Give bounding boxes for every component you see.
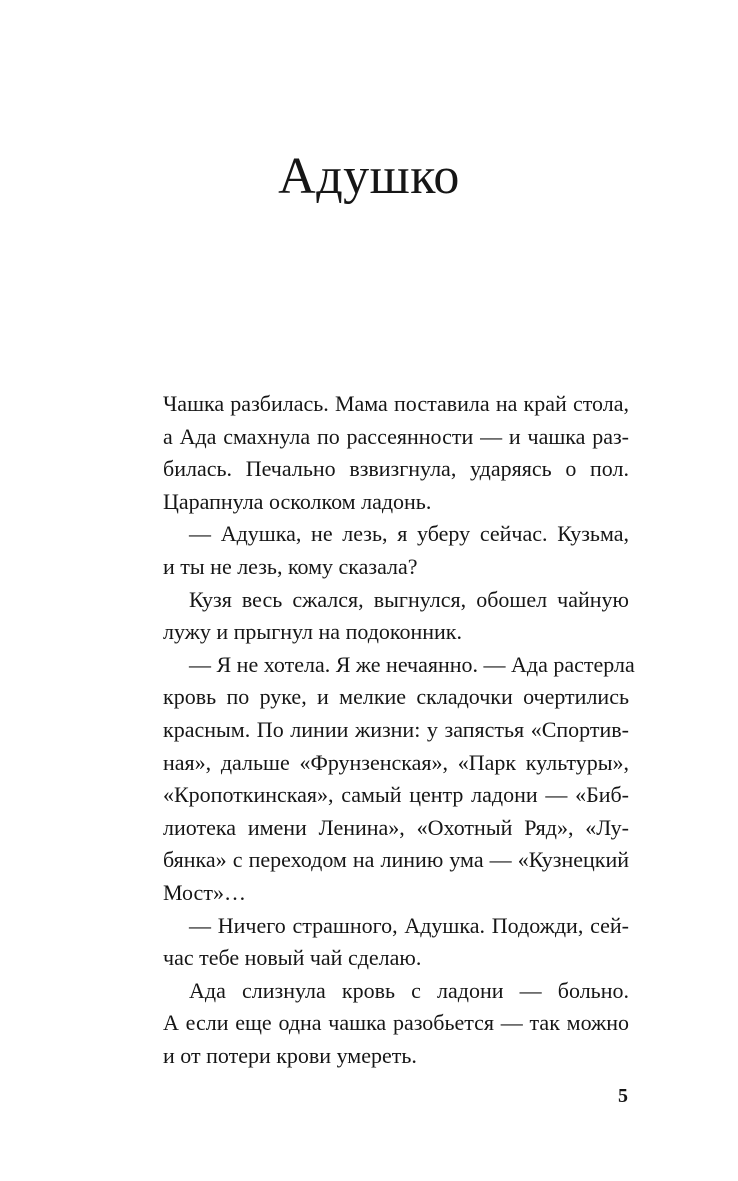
text-line: — Я не хотела. Я же нечаянно. — Ада растерла: [189, 651, 635, 677]
text-line: А если еще одна чашка разобьется — так можно: [163, 1010, 629, 1036]
text-line: ная», дальше «Фрунзенская», «Парк культуры»,: [163, 749, 629, 775]
text-line: и от потери крови умереть.: [163, 1042, 417, 1068]
chapter-body-text: [163, 388, 635, 1072]
text-line: кровь по руке, и мелкие складочки очертились: [163, 684, 629, 710]
text-line: Ада слизнула кровь с ладони — больно.: [189, 977, 629, 1003]
text-line: и ты не лезь, кому сказала?: [163, 553, 418, 579]
text-line: билась. Печально взвизгнула, ударяясь о пол.: [163, 456, 629, 482]
chapter-title: Адушко: [278, 148, 460, 205]
text-line: бянка» с переходом на линию ума — «Кузнецкий: [163, 847, 629, 873]
text-line: час тебе новый чай сделаю.: [163, 945, 422, 971]
text-line: а Ада смахнула по рассеянности — и чашка раз-: [163, 423, 629, 449]
text-line: Царапнула осколком ладонь.: [163, 488, 432, 514]
text-line: лиотека имени Ленина», «Охотный Ряд», «Лу-: [163, 814, 629, 840]
text-line: — Ничего страшного, Адушка. Подожди, сей-: [189, 912, 629, 938]
text-line: «Кропоткинская», самый центр ладони — «Биб-: [163, 782, 629, 808]
text-line: Кузя весь сжался, выгнулся, обошел чайную: [189, 586, 629, 612]
text-line: красным. По линии жизни: у запястья «Спортив-: [163, 716, 629, 742]
text-line: Чашка разбилась. Мама поставила на край стола,: [163, 391, 629, 416]
text-line: лужу и прыгнул на подоконник.: [163, 619, 462, 645]
page-number: 5: [618, 1085, 628, 1107]
text-line: Мост»…: [163, 879, 246, 905]
text-line: — Адушка, не лезь, я уберу сейчас. Кузьма,: [189, 521, 629, 547]
